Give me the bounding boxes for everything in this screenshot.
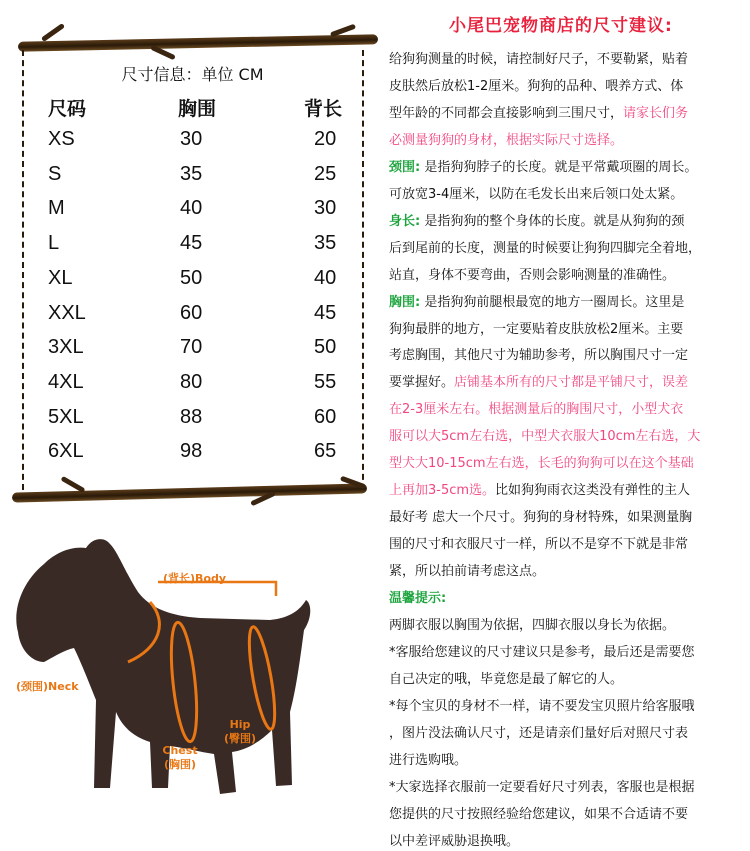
- size-cell: 4XL: [48, 370, 84, 393]
- branch-border-top: [18, 34, 378, 52]
- table-caption: 尺寸信息：单位 CM: [121, 65, 264, 84]
- advice-text-span: *每个宝贝的身材不一样，请不要发宝贝照片给客服哦: [389, 698, 695, 714]
- advice-text-span: 后到尾前的长度，测量的时候要让狗狗四脚完全着地，: [389, 240, 702, 256]
- advice-line: [389, 833, 519, 851]
- advice-heading: 身长:: [389, 213, 421, 229]
- chest-label-en: Chest: [162, 744, 198, 757]
- advice-text-span: 紧，所以拍前请考虑这点。: [389, 564, 546, 580]
- advice-line: [389, 186, 683, 204]
- hip-label-en: Hip: [229, 718, 251, 731]
- back-length-cell: 60: [314, 405, 337, 428]
- advice-line: [389, 51, 688, 69]
- size-table-panel: [0, 0, 385, 520]
- table-row: [0, 197, 385, 231]
- size-cell: XL: [48, 266, 73, 289]
- advice-text-span: 要掌握好。: [389, 375, 455, 391]
- advice-text-span: *大家选择衣服前一定要看好尺寸列表，客服也是根据: [389, 779, 695, 795]
- chest-cell: 35: [180, 162, 203, 185]
- advice-line: [389, 267, 675, 285]
- size-cell: XXL: [48, 301, 86, 324]
- header-back-length: 背长: [304, 98, 343, 120]
- chest-cell: 88: [180, 405, 203, 428]
- chest-cell: 50: [180, 266, 203, 289]
- advice-highlight: 上再加3-5cm选。: [389, 483, 496, 499]
- advice-line: [389, 752, 467, 770]
- advice-text-span: 最好考 虑大一个尺寸。狗狗的身材特殊，如果测量胸: [389, 510, 693, 526]
- advice-line: [389, 455, 694, 473]
- advice-line: [389, 159, 697, 177]
- chest-cell: 30: [180, 128, 203, 150]
- hip-label: [222, 718, 258, 746]
- advice-line: [389, 294, 684, 312]
- advice-text-span: 比如狗狗雨衣这类没有弹性的主人: [495, 483, 691, 499]
- advice-text-span: 考虑胸围，其他尺寸为辅助参考，所以胸围尺寸一定: [389, 348, 689, 364]
- advice-line: [389, 806, 688, 824]
- back-length-cell: 45: [314, 301, 337, 324]
- size-cell: S: [48, 162, 62, 185]
- advice-line: [389, 779, 695, 797]
- table-row: [0, 406, 385, 440]
- size-cell: L: [48, 232, 60, 255]
- advice-line: [389, 105, 688, 123]
- table-row: [0, 440, 385, 474]
- advice-text-span: ，图片没法确认尺寸，还是请亲们量好后对照尺寸表: [389, 725, 689, 741]
- back-length-cell: 65: [314, 440, 337, 463]
- back-length-cell: 20: [314, 128, 337, 150]
- advice-text-span: 您提供的尺寸按照经验给您建议，如果不合适请不要: [389, 806, 689, 822]
- advice-text-span: 给狗狗测量的时候，请控制好尺子，不要勒紧，贴着: [389, 52, 689, 67]
- size-cell: XS: [48, 128, 75, 150]
- advice-text-span: 是指狗狗脖子的长度。就是平常戴项圈的周长。: [420, 159, 698, 175]
- hip-label-cn: (臀围): [223, 732, 257, 745]
- advice-text-span: 以中差评威胁退换哦。: [389, 833, 520, 849]
- advice-line: [389, 347, 688, 365]
- table-row: [0, 336, 385, 370]
- advice-line: [389, 321, 683, 339]
- advice-line: [389, 590, 446, 608]
- advice-highlight: 服可以大5cm左右选，中型犬衣服大10cm左右选，大: [389, 429, 701, 445]
- advice-highlight: 店铺基本所有的尺寸都是平铺尺寸，误差: [454, 375, 689, 391]
- advice-line: [389, 698, 695, 716]
- advice-line: [389, 563, 545, 581]
- table-row: [0, 128, 385, 162]
- table-row: [0, 163, 385, 197]
- size-cell: 6XL: [48, 440, 84, 463]
- size-cell: M: [48, 197, 65, 220]
- chest-label-cn: (胸围): [163, 758, 197, 771]
- advice-highlight: 必测量狗狗的身材，根据实际尺寸选择。: [389, 132, 624, 148]
- advice-line: [389, 428, 700, 446]
- advice-text-span: 狗狗最胖的地方，一定要贴着皮肤放松2厘米。主要: [389, 321, 684, 337]
- advice-heading: 温馨提示:: [389, 591, 447, 606]
- chest-cell: 70: [180, 336, 203, 359]
- back-length-cell: 30: [314, 197, 337, 220]
- body-label: (背长)Body: [163, 572, 227, 585]
- advice-text-span: 是指狗狗前腿根最宽的地方一圈周长。这里是: [420, 294, 685, 310]
- advice-highlight: 在2-3厘米左右。根据测量后的胸围尺寸，小型犬衣: [389, 402, 684, 418]
- advice-line: [389, 671, 623, 689]
- advice-title: 小尾巴宠物商店的尺寸建议:: [449, 16, 673, 36]
- advice-line: [389, 213, 684, 231]
- chest-cell: 45: [180, 232, 203, 255]
- advice-text-span: 围的尺寸和衣服尺寸一样，所以不是穿不下就是非常: [389, 537, 689, 553]
- advice-line: [389, 644, 695, 662]
- advice-highlight: 型犬大10-15cm左右选，长毛的狗狗可以在这个基础: [389, 456, 694, 472]
- size-cell: 5XL: [48, 405, 84, 428]
- back-length-cell: 25: [314, 162, 337, 185]
- back-length-cell: 40: [314, 266, 337, 289]
- chest-cell: 40: [180, 197, 203, 220]
- branch-border-bottom: [12, 483, 367, 502]
- advice-line: [389, 617, 675, 635]
- back-length-cell: 55: [314, 370, 337, 393]
- table-row: [0, 267, 385, 301]
- advice-line: [389, 536, 688, 554]
- size-cell: 3XL: [48, 336, 84, 359]
- advice-line: [389, 240, 701, 258]
- chest-label: [160, 744, 200, 772]
- advice-line: [389, 401, 683, 419]
- advice-line: [389, 374, 688, 392]
- advice-line: [389, 78, 683, 96]
- advice-heading: 颈围:: [389, 159, 421, 175]
- header-chest: 胸围: [178, 98, 217, 120]
- header-size: 尺码: [48, 98, 87, 120]
- back-length-cell: 35: [314, 232, 337, 255]
- advice-line: [389, 482, 690, 500]
- advice-text-span: 可放宽3-4厘米，以防在毛发长出来后领口处太紧。: [389, 186, 684, 202]
- table-row: [0, 371, 385, 405]
- advice-heading: 胸围:: [389, 294, 421, 310]
- twig-decoration: [41, 23, 65, 42]
- advice-text-span: 两脚衣服以胸围为依据，四脚衣服以身长为依据。: [389, 617, 676, 633]
- advice-text-span: *客服给您建议的尺寸建议只是参考，最后还是需要您: [389, 644, 695, 660]
- neck-label: (颈围)Neck: [16, 680, 79, 693]
- chest-cell: 98: [180, 440, 203, 463]
- advice-text-span: 是指狗狗的整个身体的长度。就是从狗狗的颈: [420, 213, 685, 229]
- chest-cell: 80: [180, 370, 203, 393]
- advice-text-span: 进行选购哦。: [389, 752, 468, 768]
- advice-text-span: 型年龄的不同都会直接影响到三围尺寸，: [389, 105, 624, 121]
- advice-text-span: 站直，身体不要弯曲，否则会影响测量的准确性。: [389, 267, 676, 283]
- table-row: [0, 232, 385, 266]
- advice-line: [389, 132, 623, 150]
- advice-line: [389, 725, 688, 743]
- advice-line: [389, 509, 692, 527]
- chest-cell: 60: [180, 301, 203, 324]
- back-length-cell: 50: [314, 336, 337, 359]
- advice-text-span: 自己决定的哦，毕竟您是最了解它的人。: [389, 671, 624, 687]
- table-row: [0, 302, 385, 336]
- advice-text-span: 皮肤然后放松1-2厘米。狗狗的品种、喂养方式、体: [389, 78, 684, 94]
- advice-highlight: 请家长们务: [623, 105, 689, 121]
